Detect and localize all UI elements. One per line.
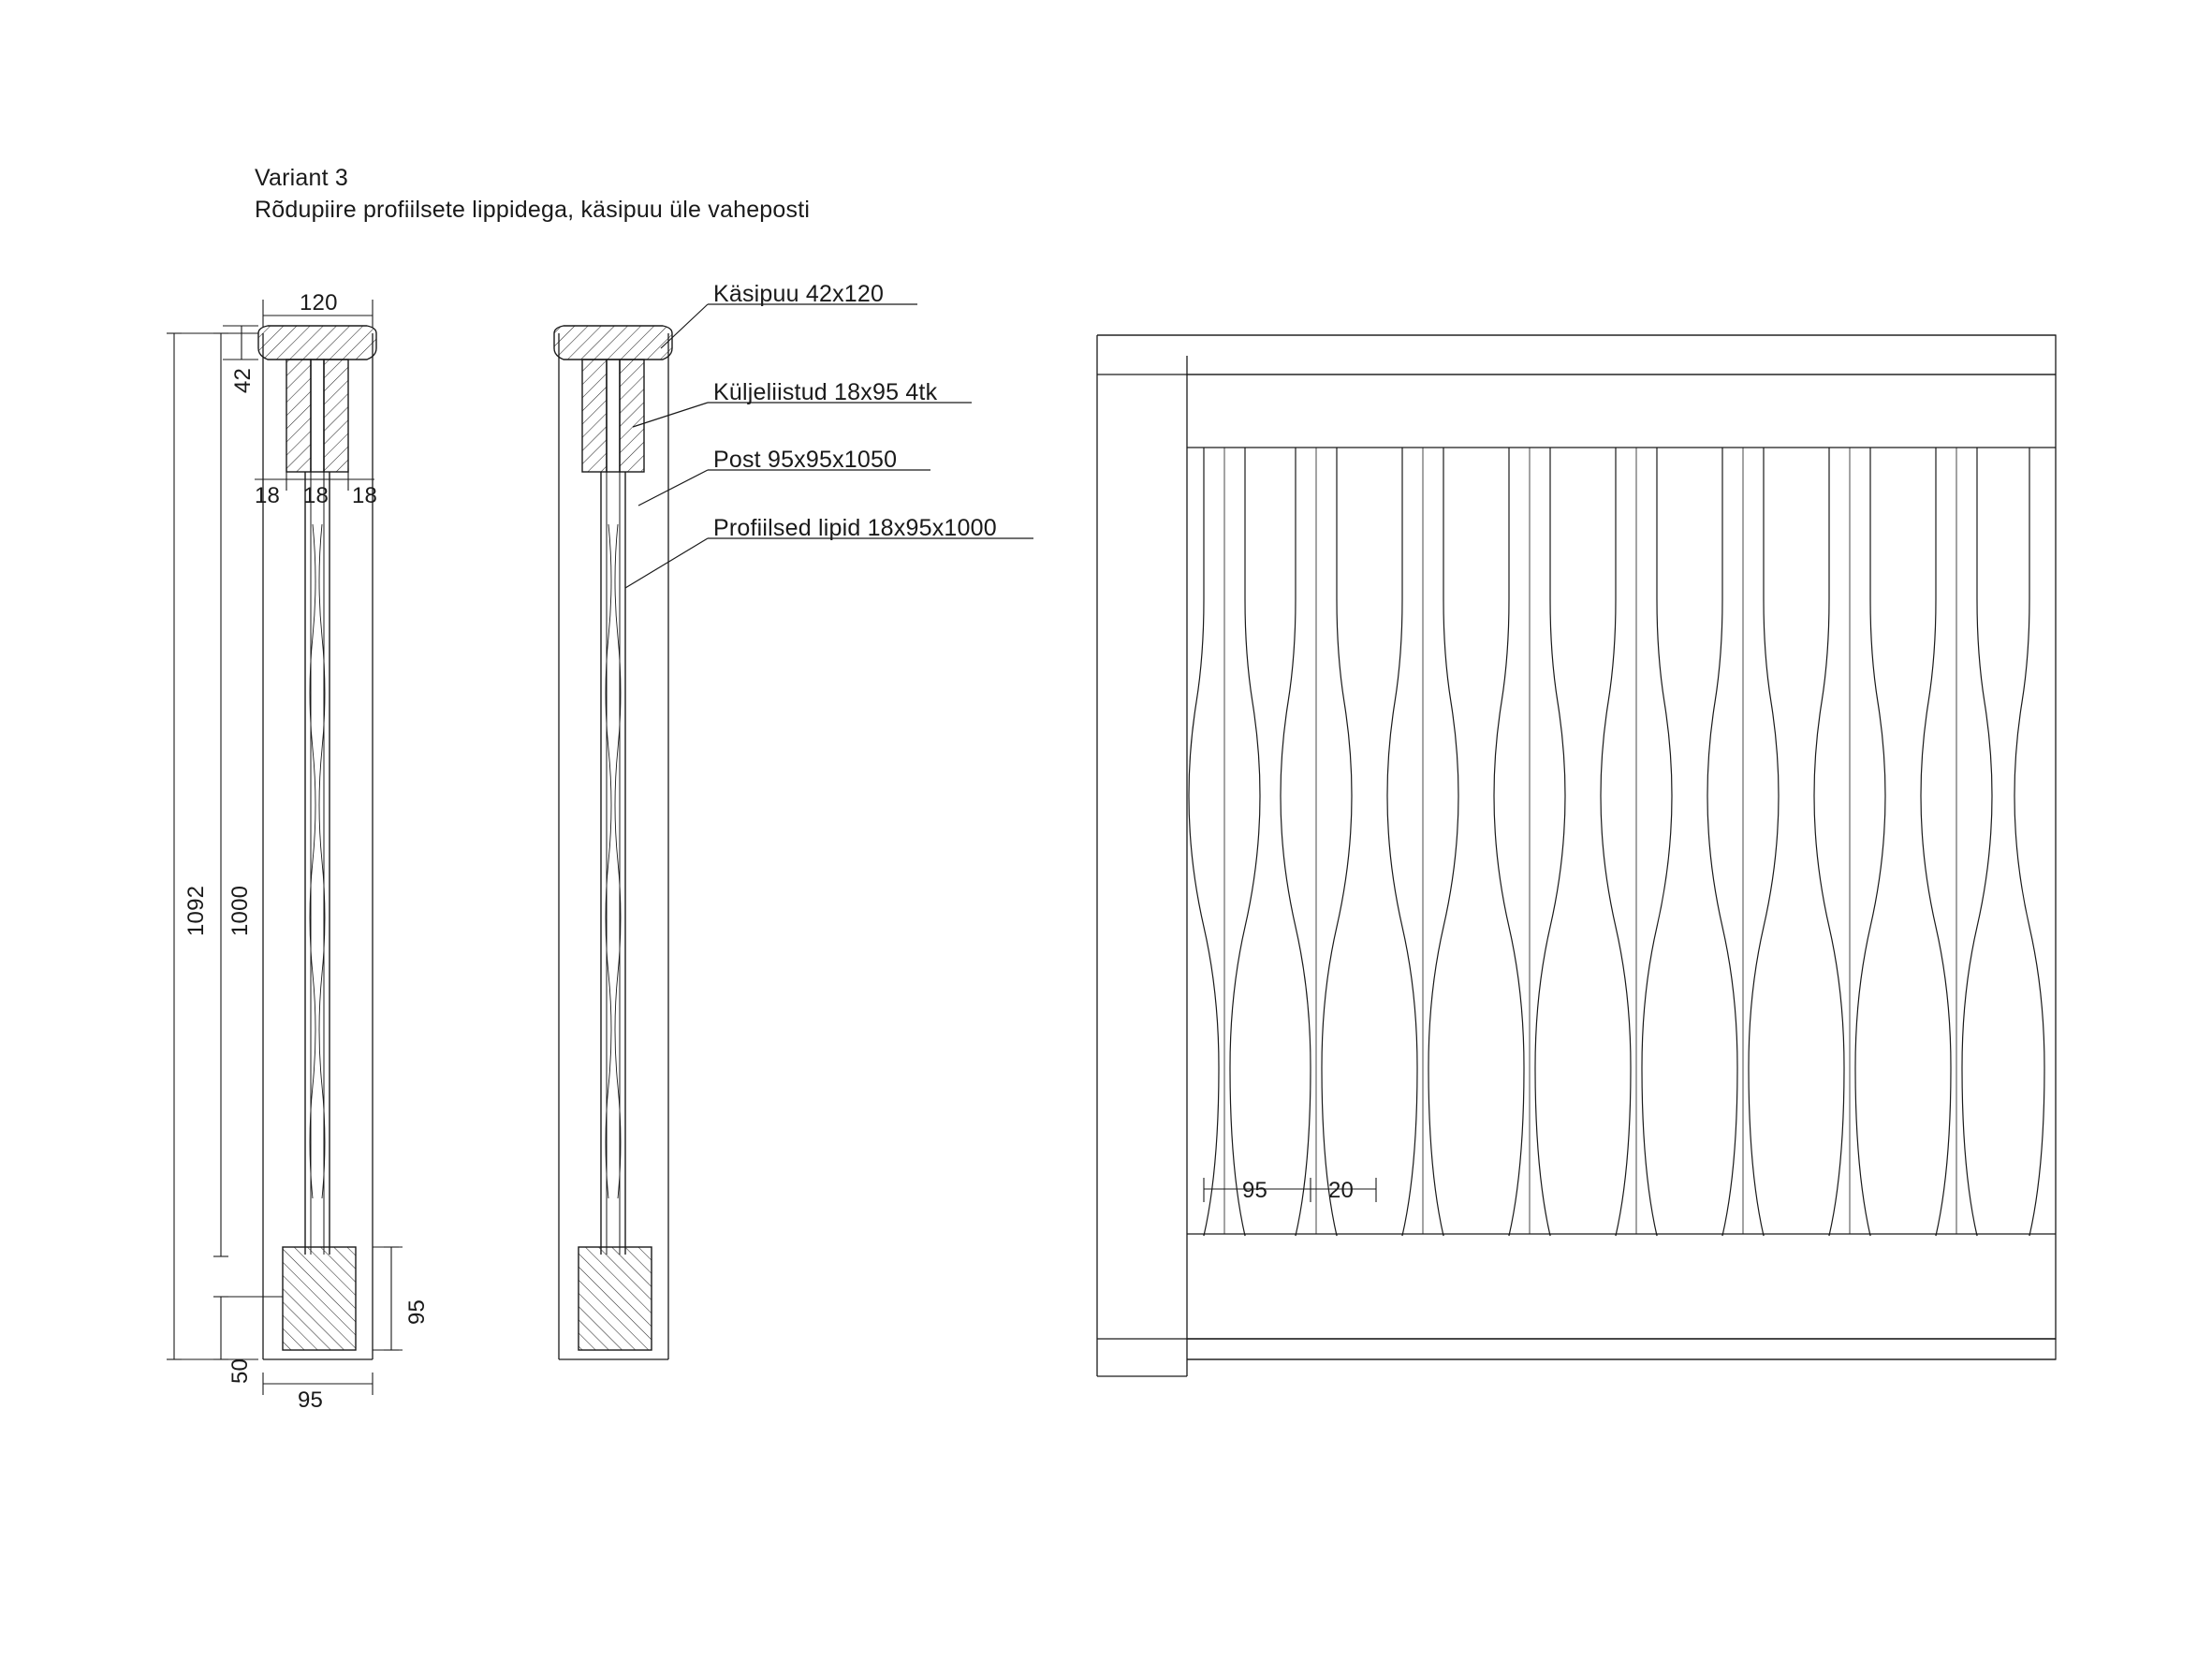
- dimension-post-depth: 95: [404, 1299, 430, 1325]
- callout-leaders: [625, 304, 1033, 588]
- dimension-base-height: 50: [227, 1358, 253, 1384]
- dimension-base-width: 95: [298, 1387, 324, 1413]
- dimension-elev-gap: 20: [1328, 1178, 1355, 1203]
- dimension-lines: [167, 300, 403, 1395]
- drawing-title-line2: Rõdupiire profiilsete lippidega, käsipuu üle vaheposti: [255, 197, 811, 223]
- elevation-view: [1097, 335, 2056, 1376]
- drawing-title-line1: Variant 3: [255, 165, 349, 191]
- dimension-slat-a: 18: [255, 483, 281, 508]
- dimension-total-height: 1092: [183, 885, 209, 936]
- dimension-rail-thickness: 42: [230, 367, 256, 393]
- section-view-left: [258, 326, 376, 1359]
- section-view-middle: [554, 326, 672, 1359]
- dimension-elev-baluster-width: 95: [1242, 1178, 1268, 1203]
- dimension-post-height: 1000: [227, 885, 253, 936]
- dimension-top-width: 120: [300, 290, 338, 316]
- dimension-slat-c: 18: [352, 483, 378, 508]
- dimension-slat-b: 18: [303, 483, 330, 508]
- callout-label-side-battens: Küljeliistud 18x95 4tk: [713, 379, 938, 405]
- callout-label-post: Post 95x95x1050: [713, 447, 898, 473]
- callout-label-profiled-slats: Profiilsed lipid 18x95x1000: [713, 515, 997, 541]
- callout-label-handrail: Käsipuu 42x120: [713, 281, 885, 307]
